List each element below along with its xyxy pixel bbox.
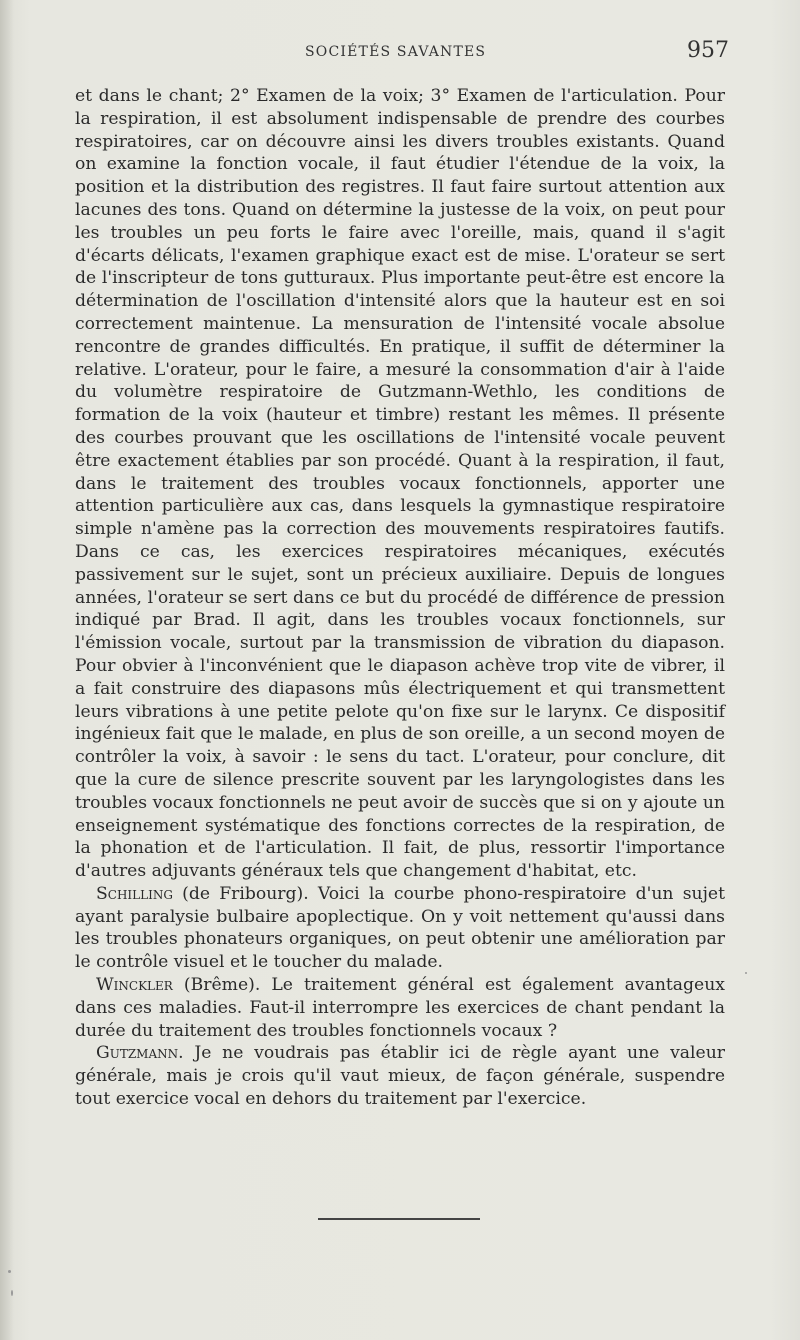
paragraph-text: et dans le chant; 2° Examen de la voix; 3° Examen de l'articulation. Pour la respiration, il est absolument indispensable de prendre des courbes respiratoires, car on découvre ainsi les divers troubles existants. Quand on examine la fonction vocale, il faut étudier l'étendue de la voix, la position et la distribution des registres. Il faut faire surtout attention aux lacunes des tons. Quand on détermine la justesse de la voix, on peut pour les troubles un peu forts le faire avec l'oreille, mais, quand il s'agit d'écarts délicats, l'examen graphique exact est de mise. L'orateur se sert de l'inscripteur de tons gutturaux. Plus importante peut-être est encore la détermination de l'oscillation d'intensité alors que la hauteur est en soi correctement maintenue. La mensuration de l'intensité vocale absolue rencontre de grandes difficultés. En pratique, il suffit de déterminer la relative. L'orateur, pour le faire, a mesuré la consommation d'air à l'aide du volumètre respiratoire de Gutzmann-Wethlo, les conditions de formation de la voix (hauteur et timbre) restant les mêmes. Il présente des courbes prouvant que les oscillations de l'intensité vocale peuvent être exactement établies par son procédé. Quant à la respiration, il faut, dans le traitement des troubles vocaux fonctionnels, apporter une attention particulière aux cas, dans lesquels la gymnastique respiratoire simple n'amène pas la correction des mouvements respiratoires fautifs. Dans ce cas, les exercices respiratoires mécaniques, exécutés passivement sur le sujet, sont un précieux auxiliaire. Depuis de longues années, l'orateur se sert dans ce but du procédé de différence de pression indiqué par Brad. Il agit, dans les troubles vocaux fonctionnels, sur l'émission vocale, surtout par la transmission de vibration du diapason. Pour obvier à l'inconvénient que le diapason achève trop vite de vibrer, il a fait construire des diapasons mûs électriquement et qui transmettent leurs vibrations à une petite pelote qu'on fixe sur le larynx. Ce dispositif ingénieux fait que le malade, en plus de son oreille, a un second moyen de contrôler la voix, à savoir : le sens du tact. L'orateur, pour conclure, dit que la cure de silence prescrite souvent par les laryngologistes dans les troubles vocaux fonctionnels ne peut avoir de succès que si on y ajoute un enseignement systématique des fonctions correctes de la respiration, de la phonation et de l'articulation. Il fait, de plus, ressortir l'importance d'autres adjuvants généraux tels que changement d'habitat, etc. [75, 86, 725, 882]
paragraph-gutzmann [75, 1042, 725, 1110]
speaker-name: Winckler [96, 975, 173, 996]
closing-rule [318, 1218, 480, 1220]
paper-speck [11, 1290, 13, 1296]
paragraph-continuation [75, 85, 725, 883]
speaker-name: Gutzmann [96, 1043, 179, 1064]
paragraph-schilling [75, 883, 725, 974]
page-edge-shadow [0, 0, 14, 1340]
body-text [75, 85, 725, 1111]
page-header [75, 38, 729, 70]
paragraph-text: . Je ne voudrais pas établir ici de règle ayant une valeur générale, mais je crois qu'il vaut mieux, de façon générale, suspendre tout exercice vocal en dehors du traitement par l'exercice. [75, 1043, 725, 1110]
paper-speck [745, 972, 747, 974]
speaker-name: Schilling [96, 883, 173, 904]
paragraph-winckler [75, 974, 725, 1042]
paper-speck [8, 1270, 11, 1273]
paragraph-text: (Brême). Le traitement général est également avantageux dans ces maladies. Faut-il interrompre les exercices de chant pendant la durée du traitement des troubles fonctionnels vocaux ? [75, 975, 725, 1041]
page-number: 957 [687, 38, 729, 63]
running-title: SOCIÉTÉS SAVANTES [305, 44, 487, 60]
paragraph-text: (de Fribourg). Voici la courbe phono-respiratoire d'un sujet ayant paralysie bulbaire apoplectique. On y voit nettement qu'aussi dans les troubles phonateurs organiques, on peut obtenir une amélioration par le contrôle visuel et le toucher du malade. [75, 883, 725, 973]
